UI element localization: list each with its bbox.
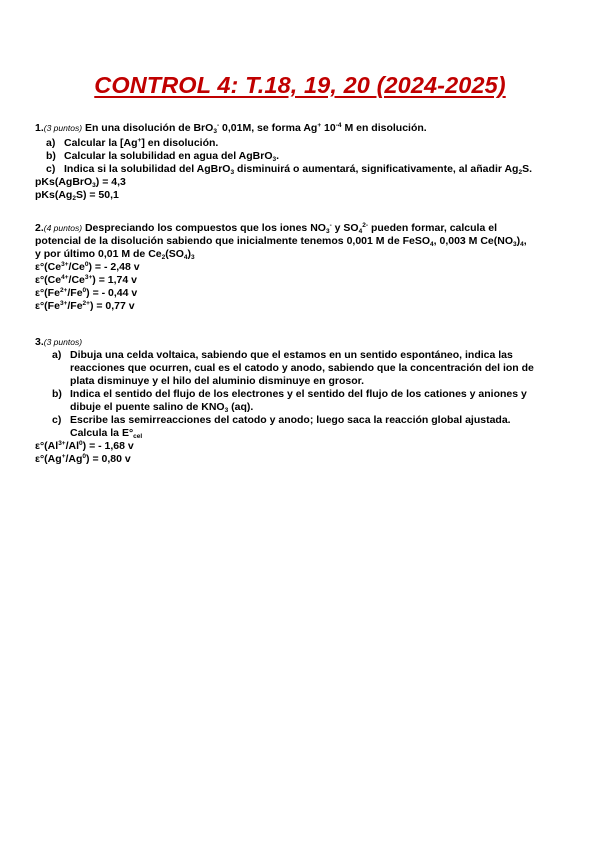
q1-item-a: a) Calcular la [Ag+] en disolución.	[46, 137, 219, 149]
page-title: CONTROL 4: T.18, 19, 20 (2024-2025)	[94, 72, 506, 98]
q3-potential-ag: $\varepsilon^\circ(Ag^+/Ag^0) = 0,80$ v	[35, 453, 131, 465]
q1-number: 1.	[35, 122, 44, 134]
q2-potential-ce3-ce: $\varepsilon^\circ(Ce^{3+}/Ce^0)$ = - 2,48 v	[35, 261, 140, 273]
q3-points: (3 puntos)	[43, 337, 83, 347]
q2-line-1: 2.(4 puntos) Despreciando los compuestos que los iones $NO_3^-$ y $SO_4^{2-}$ pueden formar, calcula el	[35, 222, 497, 235]
q3-item-c-line-2: Calcula la $E^\circ_{cel}$	[70, 427, 143, 440]
q1-intro: 1.(3 puntos) En una disolución de BrO$_3$- 0,01M, se forma Ag+ $10^{-4}$ M en disolución.	[35, 122, 427, 135]
q3-item-a-line-3: plata disminuye y el hilo del aluminio disminuye en grosor.	[70, 375, 365, 387]
q2-line-3: y por último 0,01 M de $Ce_2(SO_4)_3$	[35, 248, 195, 261]
q2-potential-ce4-ce3: $\varepsilon^\circ(Ce^{4+}/Ce^{3+}) = 1,74$ v	[35, 274, 137, 286]
q3-item-a-line-2: reacciones que ocurren, cual es el catodo y anodo, sabiendo que la concentración del ion de	[70, 362, 534, 374]
q2-potential-fe2-fe: $\varepsilon^\circ(Fe^{2+}/Fe^0)$ = - 0,44 v	[35, 287, 138, 299]
q3-item-c: c) Escribe las semirreacciones del catodo y anodo; luego saca la reacción global ajustada.	[52, 414, 511, 426]
q3-item-b: b) Indica el sentido del flujo de los electrones y el sentido del flujo de los cationes y aniones y	[52, 388, 527, 400]
q3-potential-al: $\varepsilon^\circ(Al^{3+}/Al^0)$ = - 1,68 v	[35, 440, 134, 452]
q3-item-b-line-2: dibuje el puente salino de $KNO_3$ (aq).	[70, 401, 254, 414]
q1-item-c: c) Indica si la solubilidad del AgBrO$_3$ disminuirá o aumentará, significativamente, al añadir $Ag_2S$.	[46, 163, 533, 176]
q3-item-a: a) Dibuja una celda voltaica, sabiendo que el estamos en un sentido espontáneo, indica las	[52, 349, 513, 361]
q2-number: 2.	[35, 222, 44, 234]
q3-number: 3.	[35, 336, 44, 348]
q2-line-2: potencial de la disolución sabiendo que inicialmente tenemos 0,001 M de FeSO$_4$, 0,003 M $Ce(NO_3)_4$,	[35, 235, 527, 248]
q2-points: (4 puntos)	[43, 223, 83, 233]
q1-pks-agbro3: pKs(AgBrO$_3$) = 4,3	[35, 176, 126, 189]
q1-pks-ag2s: $pKs(Ag_2S) = 50,1$	[35, 189, 119, 202]
q1-item-b: b) Calcular la solubilidad en agua del AgBrO$_3$.	[46, 150, 280, 163]
q2-potential-fe3-fe2: $\varepsilon^\circ(Fe^{3+}/Fe^{2+}) = 0,77$ v	[35, 300, 135, 312]
q1-points: (3 puntos)	[43, 123, 83, 133]
q3-heading	[35, 336, 82, 349]
